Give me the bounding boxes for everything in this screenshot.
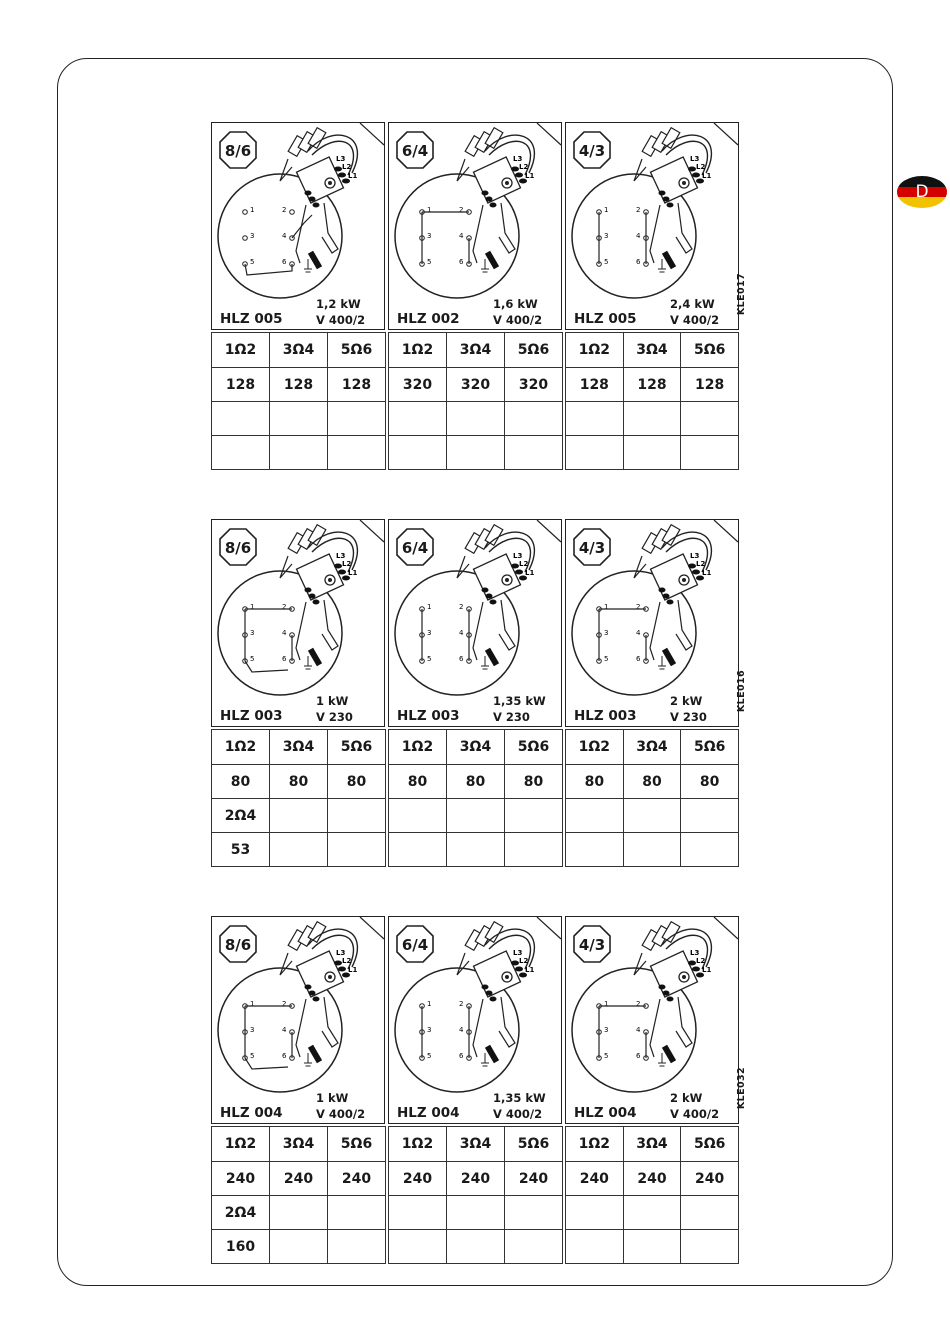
terminal-3: 3 [427, 1026, 432, 1034]
terminals [597, 603, 649, 663]
table-cell [681, 1230, 739, 1264]
l1-label: L1 [525, 966, 535, 974]
terminals [597, 206, 649, 266]
table-cell: 1Ω2 [389, 730, 447, 765]
model-label: HLZ 003 [220, 708, 283, 724]
table-cell: 128 [623, 368, 681, 402]
table-cell: 5Ω6 [505, 333, 563, 368]
terminal-2: 2 [636, 1000, 641, 1008]
terminal-1: 1 [250, 603, 255, 611]
model-label: HLZ 005 [574, 311, 637, 327]
terminal-4: 4 [282, 1026, 287, 1034]
table-cell: 3Ω4 [623, 1127, 681, 1162]
power-label: 1,35 kW [493, 694, 546, 708]
l2-label: L2 [519, 957, 529, 965]
table-cell: 240 [566, 1162, 624, 1196]
table-cell: 320 [447, 368, 505, 402]
table-cell: 3Ω4 [270, 1127, 328, 1162]
diagram-row [211, 122, 747, 330]
table-cell: 5Ω6 [681, 333, 739, 368]
voltage-label: V 400/2 [670, 313, 720, 327]
table-cell: 80 [270, 765, 328, 799]
terminal-6: 6 [282, 655, 287, 663]
table-cell: 5Ω6 [505, 730, 563, 765]
table-row [389, 368, 563, 402]
table-cell [270, 799, 328, 833]
terminal-3: 3 [427, 232, 432, 240]
l3-label: L3 [336, 155, 346, 163]
voltage-label: V 400/2 [493, 313, 543, 327]
power-label: 2 kW [670, 1091, 703, 1105]
l3-label: L3 [336, 552, 346, 560]
l2-label: L2 [342, 163, 352, 171]
terminal-5: 5 [604, 258, 609, 266]
l3-label: L3 [513, 552, 523, 560]
model-label: HLZ 004 [220, 1105, 283, 1121]
terminals [420, 206, 472, 266]
table-row [389, 765, 563, 799]
voltage-label: V 400/2 [493, 1107, 543, 1121]
table-cell: 5Ω6 [681, 730, 739, 765]
table-cell: 128 [566, 368, 624, 402]
table-cell [328, 402, 386, 436]
table-row [566, 1196, 739, 1230]
table-row [566, 1230, 739, 1264]
table-cell: 2Ω4 [212, 1196, 270, 1230]
diagram-row [211, 519, 747, 727]
power-label: 1,35 kW [493, 1091, 546, 1105]
voltage-label: V 400/2 [316, 1107, 366, 1121]
terminal-4: 4 [282, 629, 287, 637]
table-row [212, 436, 386, 470]
table-cell: 240 [623, 1162, 681, 1196]
table-cell: 3Ω4 [623, 333, 681, 368]
table-row [566, 799, 739, 833]
table-cell [623, 402, 681, 436]
resistance-table [565, 332, 739, 470]
table-cell [447, 436, 505, 470]
wiring-diagram-6-4 [388, 519, 562, 727]
table-header-row [566, 730, 739, 765]
speed-ratio: 4/3 [578, 539, 606, 557]
terminal-block-icon [280, 128, 357, 272]
terminals [420, 1000, 472, 1060]
speed-ratio: 8/6 [224, 936, 252, 954]
table-cell [389, 799, 447, 833]
table-row [389, 1162, 563, 1196]
table-cell: 240 [447, 1162, 505, 1196]
table-cell: 1Ω2 [566, 730, 624, 765]
resistance-table [211, 332, 386, 470]
table-header-row [566, 1127, 739, 1162]
table-cell: 80 [505, 765, 563, 799]
table-cell [389, 402, 447, 436]
model-label: HLZ 002 [397, 311, 460, 327]
table-cell [566, 833, 624, 867]
l1-label: L1 [702, 569, 712, 577]
table-cell [389, 436, 447, 470]
model-label: HLZ 005 [220, 311, 283, 327]
table-cell [505, 799, 563, 833]
table-cell [447, 402, 505, 436]
table-cell [447, 1230, 505, 1264]
table-cell: 5Ω6 [681, 1127, 739, 1162]
table-cell [212, 402, 270, 436]
terminal-4: 4 [459, 1026, 464, 1034]
table-cell [623, 1196, 681, 1230]
terminal-2: 2 [459, 206, 464, 214]
table-row [212, 799, 386, 833]
table-cell: 5Ω6 [505, 1127, 563, 1162]
terminal-4: 4 [459, 629, 464, 637]
wiring-diagram-8-6 [211, 519, 385, 727]
table-row [566, 765, 739, 799]
resistance-table [565, 1126, 739, 1264]
table-row [389, 833, 563, 867]
terminal-3: 3 [604, 629, 609, 637]
table-cell [389, 1196, 447, 1230]
table-cell [328, 1230, 386, 1264]
terminal-6: 6 [459, 1052, 464, 1060]
l1-label: L1 [348, 966, 358, 974]
table-header-row [566, 333, 739, 368]
terminal-4: 4 [282, 232, 287, 240]
wiring-diagram-6-4 [388, 122, 562, 330]
table-cell [623, 833, 681, 867]
table-cell: 3Ω4 [270, 333, 328, 368]
table-cell: 240 [328, 1162, 386, 1196]
terminal-6: 6 [636, 1052, 641, 1060]
table-cell [328, 436, 386, 470]
table-cell: 3Ω4 [447, 1127, 505, 1162]
table-cell [270, 1230, 328, 1264]
table-cell: 1Ω2 [212, 730, 270, 765]
model-label: HLZ 004 [574, 1105, 637, 1121]
table-cell: 128 [212, 368, 270, 402]
table-cell [566, 1230, 624, 1264]
table-cell: 240 [270, 1162, 328, 1196]
table-cell: 160 [212, 1230, 270, 1264]
terminal-5: 5 [250, 258, 255, 266]
terminal-2: 2 [282, 1000, 287, 1008]
table-cell [623, 436, 681, 470]
table-row [566, 368, 739, 402]
table-cell: 3Ω4 [447, 730, 505, 765]
speed-ratio: 4/3 [578, 142, 606, 160]
table-cell [566, 436, 624, 470]
wiring-diagram-8-6 [211, 122, 385, 330]
terminal-3: 3 [604, 1026, 609, 1034]
voltage-label: V 230 [316, 710, 353, 724]
table-cell [505, 436, 563, 470]
terminal-1: 1 [250, 1000, 255, 1008]
power-label: 1,6 kW [493, 297, 538, 311]
table-cell [270, 833, 328, 867]
terminals [243, 206, 295, 266]
table-cell: 5Ω6 [328, 730, 386, 765]
table-cell [681, 833, 739, 867]
table-header-row [212, 1127, 386, 1162]
terminal-2: 2 [282, 206, 287, 214]
table-cell: 3Ω4 [270, 730, 328, 765]
table-cell [681, 799, 739, 833]
model-label: HLZ 003 [397, 708, 460, 724]
terminal-2: 2 [459, 603, 464, 611]
table-row [212, 1230, 386, 1264]
table-cell: 2Ω4 [212, 799, 270, 833]
l1-label: L1 [702, 966, 712, 974]
terminal-4: 4 [459, 232, 464, 240]
resistance-table [388, 729, 563, 867]
voltage-label: V 400/2 [670, 1107, 720, 1121]
speed-ratio: 8/6 [224, 539, 252, 557]
speed-ratio: 4/3 [578, 936, 606, 954]
table-cell: 80 [389, 765, 447, 799]
table-row [566, 402, 739, 436]
table-cell: 1Ω2 [566, 1127, 624, 1162]
table-cell [566, 402, 624, 436]
table-cell: 1Ω2 [389, 333, 447, 368]
wiring-diagram-4-3 [565, 916, 747, 1124]
voltage-label: V 230 [493, 710, 530, 724]
l2-label: L2 [696, 560, 706, 568]
table-cell [623, 1230, 681, 1264]
table-cell: 80 [212, 765, 270, 799]
table-cell [328, 799, 386, 833]
l2-label: L2 [342, 560, 352, 568]
table-cell: 240 [212, 1162, 270, 1196]
power-label: 2 kW [670, 694, 703, 708]
table-cell [447, 1196, 505, 1230]
terminal-1: 1 [250, 206, 255, 214]
table-cell [505, 833, 563, 867]
l1-label: L1 [525, 172, 535, 180]
table-cell: 240 [389, 1162, 447, 1196]
speed-ratio: 6/4 [401, 539, 429, 557]
table-cell: 320 [389, 368, 447, 402]
terminals [597, 1000, 649, 1060]
table-cell [681, 436, 739, 470]
table-row [212, 765, 386, 799]
diagram-code: KLE032 [736, 1067, 747, 1110]
terminal-5: 5 [250, 655, 255, 663]
table-cell: 1Ω2 [566, 333, 624, 368]
terminal-1: 1 [604, 1000, 609, 1008]
table-header-row [389, 1127, 563, 1162]
terminal-2: 2 [282, 603, 287, 611]
table-row [389, 1196, 563, 1230]
l2-label: L2 [696, 957, 706, 965]
terminal-3: 3 [427, 629, 432, 637]
table-cell [566, 799, 624, 833]
terminal-5: 5 [427, 655, 432, 663]
terminal-5: 5 [604, 655, 609, 663]
resistance-table [211, 1126, 386, 1264]
german-flag-icon [897, 176, 947, 208]
diagram-row [211, 916, 747, 1124]
table-cell: 80 [681, 765, 739, 799]
terminal-1: 1 [604, 206, 609, 214]
terminals [243, 1000, 295, 1060]
terminal-4: 4 [636, 232, 641, 240]
table-row [389, 402, 563, 436]
table-row [212, 833, 386, 867]
terminals [243, 603, 295, 663]
model-label: HLZ 003 [574, 708, 637, 724]
l3-label: L3 [513, 155, 523, 163]
table-cell: 128 [270, 368, 328, 402]
flag-letter: D [915, 182, 929, 202]
table-cell: 5Ω6 [328, 333, 386, 368]
l3-label: L3 [336, 949, 346, 957]
l3-label: L3 [690, 155, 700, 163]
table-cell: 3Ω4 [447, 333, 505, 368]
voltage-label: V 400/2 [316, 313, 366, 327]
terminal-6: 6 [282, 258, 287, 266]
table-cell: 1Ω2 [212, 1127, 270, 1162]
table-row [389, 436, 563, 470]
table-cell: 53 [212, 833, 270, 867]
terminal-1: 1 [427, 206, 432, 214]
table-cell: 80 [566, 765, 624, 799]
table-cell: 5Ω6 [328, 1127, 386, 1162]
l3-label: L3 [690, 552, 700, 560]
l2-label: L2 [519, 560, 529, 568]
resistance-table [388, 332, 563, 470]
terminal-4: 4 [636, 1026, 641, 1034]
table-row [212, 1196, 386, 1230]
l1-label: L1 [348, 172, 358, 180]
terminals [420, 603, 472, 663]
table-cell [212, 436, 270, 470]
table-cell: 80 [328, 765, 386, 799]
wiring-diagram-8-6 [211, 916, 385, 1124]
terminal-5: 5 [604, 1052, 609, 1060]
speed-ratio: 6/4 [401, 142, 429, 160]
l1-label: L1 [702, 172, 712, 180]
table-row [389, 1230, 563, 1264]
table-row [566, 1162, 739, 1196]
l2-label: L2 [342, 957, 352, 965]
l3-label: L3 [690, 949, 700, 957]
terminal-4: 4 [636, 629, 641, 637]
power-label: 1,2 kW [316, 297, 361, 311]
table-row [566, 833, 739, 867]
table-header-row [389, 333, 563, 368]
table-cell [623, 799, 681, 833]
wiring-diagram-4-3 [565, 519, 747, 727]
table-cell: 3Ω4 [623, 730, 681, 765]
diagram-code: KLE016 [736, 670, 747, 713]
table-cell: 1Ω2 [212, 333, 270, 368]
terminal-6: 6 [459, 258, 464, 266]
table-cell: 1Ω2 [389, 1127, 447, 1162]
table-cell [681, 402, 739, 436]
wiring-diagram-4-3 [565, 122, 747, 330]
table-cell [389, 1230, 447, 1264]
speed-ratio: 6/4 [401, 936, 429, 954]
table-cell: 240 [681, 1162, 739, 1196]
table-cell: 128 [681, 368, 739, 402]
table-cell [505, 1196, 563, 1230]
terminal-2: 2 [636, 206, 641, 214]
table-row [212, 1162, 386, 1196]
table-cell [270, 436, 328, 470]
table-cell: 240 [505, 1162, 563, 1196]
resistance-table [211, 729, 386, 867]
table-row [212, 368, 386, 402]
terminal-2: 2 [636, 603, 641, 611]
table-row [212, 402, 386, 436]
table-cell [505, 402, 563, 436]
terminal-6: 6 [282, 1052, 287, 1060]
l1-label: L1 [525, 569, 535, 577]
terminal-5: 5 [427, 1052, 432, 1060]
model-label: HLZ 004 [397, 1105, 460, 1121]
voltage-label: V 230 [670, 710, 707, 724]
terminal-1: 1 [427, 1000, 432, 1008]
terminal-5: 5 [427, 258, 432, 266]
power-label: 2,4 kW [670, 297, 715, 311]
l3-label: L3 [513, 949, 523, 957]
table-cell [389, 833, 447, 867]
table-cell: 80 [623, 765, 681, 799]
terminal-6: 6 [636, 655, 641, 663]
table-row [389, 799, 563, 833]
terminal-3: 3 [250, 629, 255, 637]
terminal-3: 3 [250, 1026, 255, 1034]
table-cell [566, 1196, 624, 1230]
terminal-3: 3 [604, 232, 609, 240]
terminal-5: 5 [250, 1052, 255, 1060]
table-cell [447, 799, 505, 833]
table-cell [328, 1196, 386, 1230]
resistance-table [388, 1126, 563, 1264]
table-header-row [212, 730, 386, 765]
terminal-3: 3 [250, 232, 255, 240]
power-label: 1 kW [316, 1091, 349, 1105]
table-cell [505, 1230, 563, 1264]
table-header-row [389, 730, 563, 765]
speed-ratio: 8/6 [224, 142, 252, 160]
table-cell [270, 402, 328, 436]
resistance-table [565, 729, 739, 867]
l1-label: L1 [348, 569, 358, 577]
table-cell: 320 [505, 368, 563, 402]
table-row [566, 436, 739, 470]
diagram-code: KLE017 [736, 273, 747, 316]
wiring-diagram-6-4 [388, 916, 562, 1124]
l2-label: L2 [519, 163, 529, 171]
terminal-6: 6 [459, 655, 464, 663]
terminal-1: 1 [427, 603, 432, 611]
table-header-row [212, 333, 386, 368]
table-cell [681, 1196, 739, 1230]
table-cell [328, 833, 386, 867]
table-cell [270, 1196, 328, 1230]
table-cell: 80 [447, 765, 505, 799]
terminal-2: 2 [459, 1000, 464, 1008]
table-cell [447, 833, 505, 867]
terminal-1: 1 [604, 603, 609, 611]
table-cell: 128 [328, 368, 386, 402]
l2-label: L2 [696, 163, 706, 171]
power-label: 1 kW [316, 694, 349, 708]
terminal-6: 6 [636, 258, 641, 266]
